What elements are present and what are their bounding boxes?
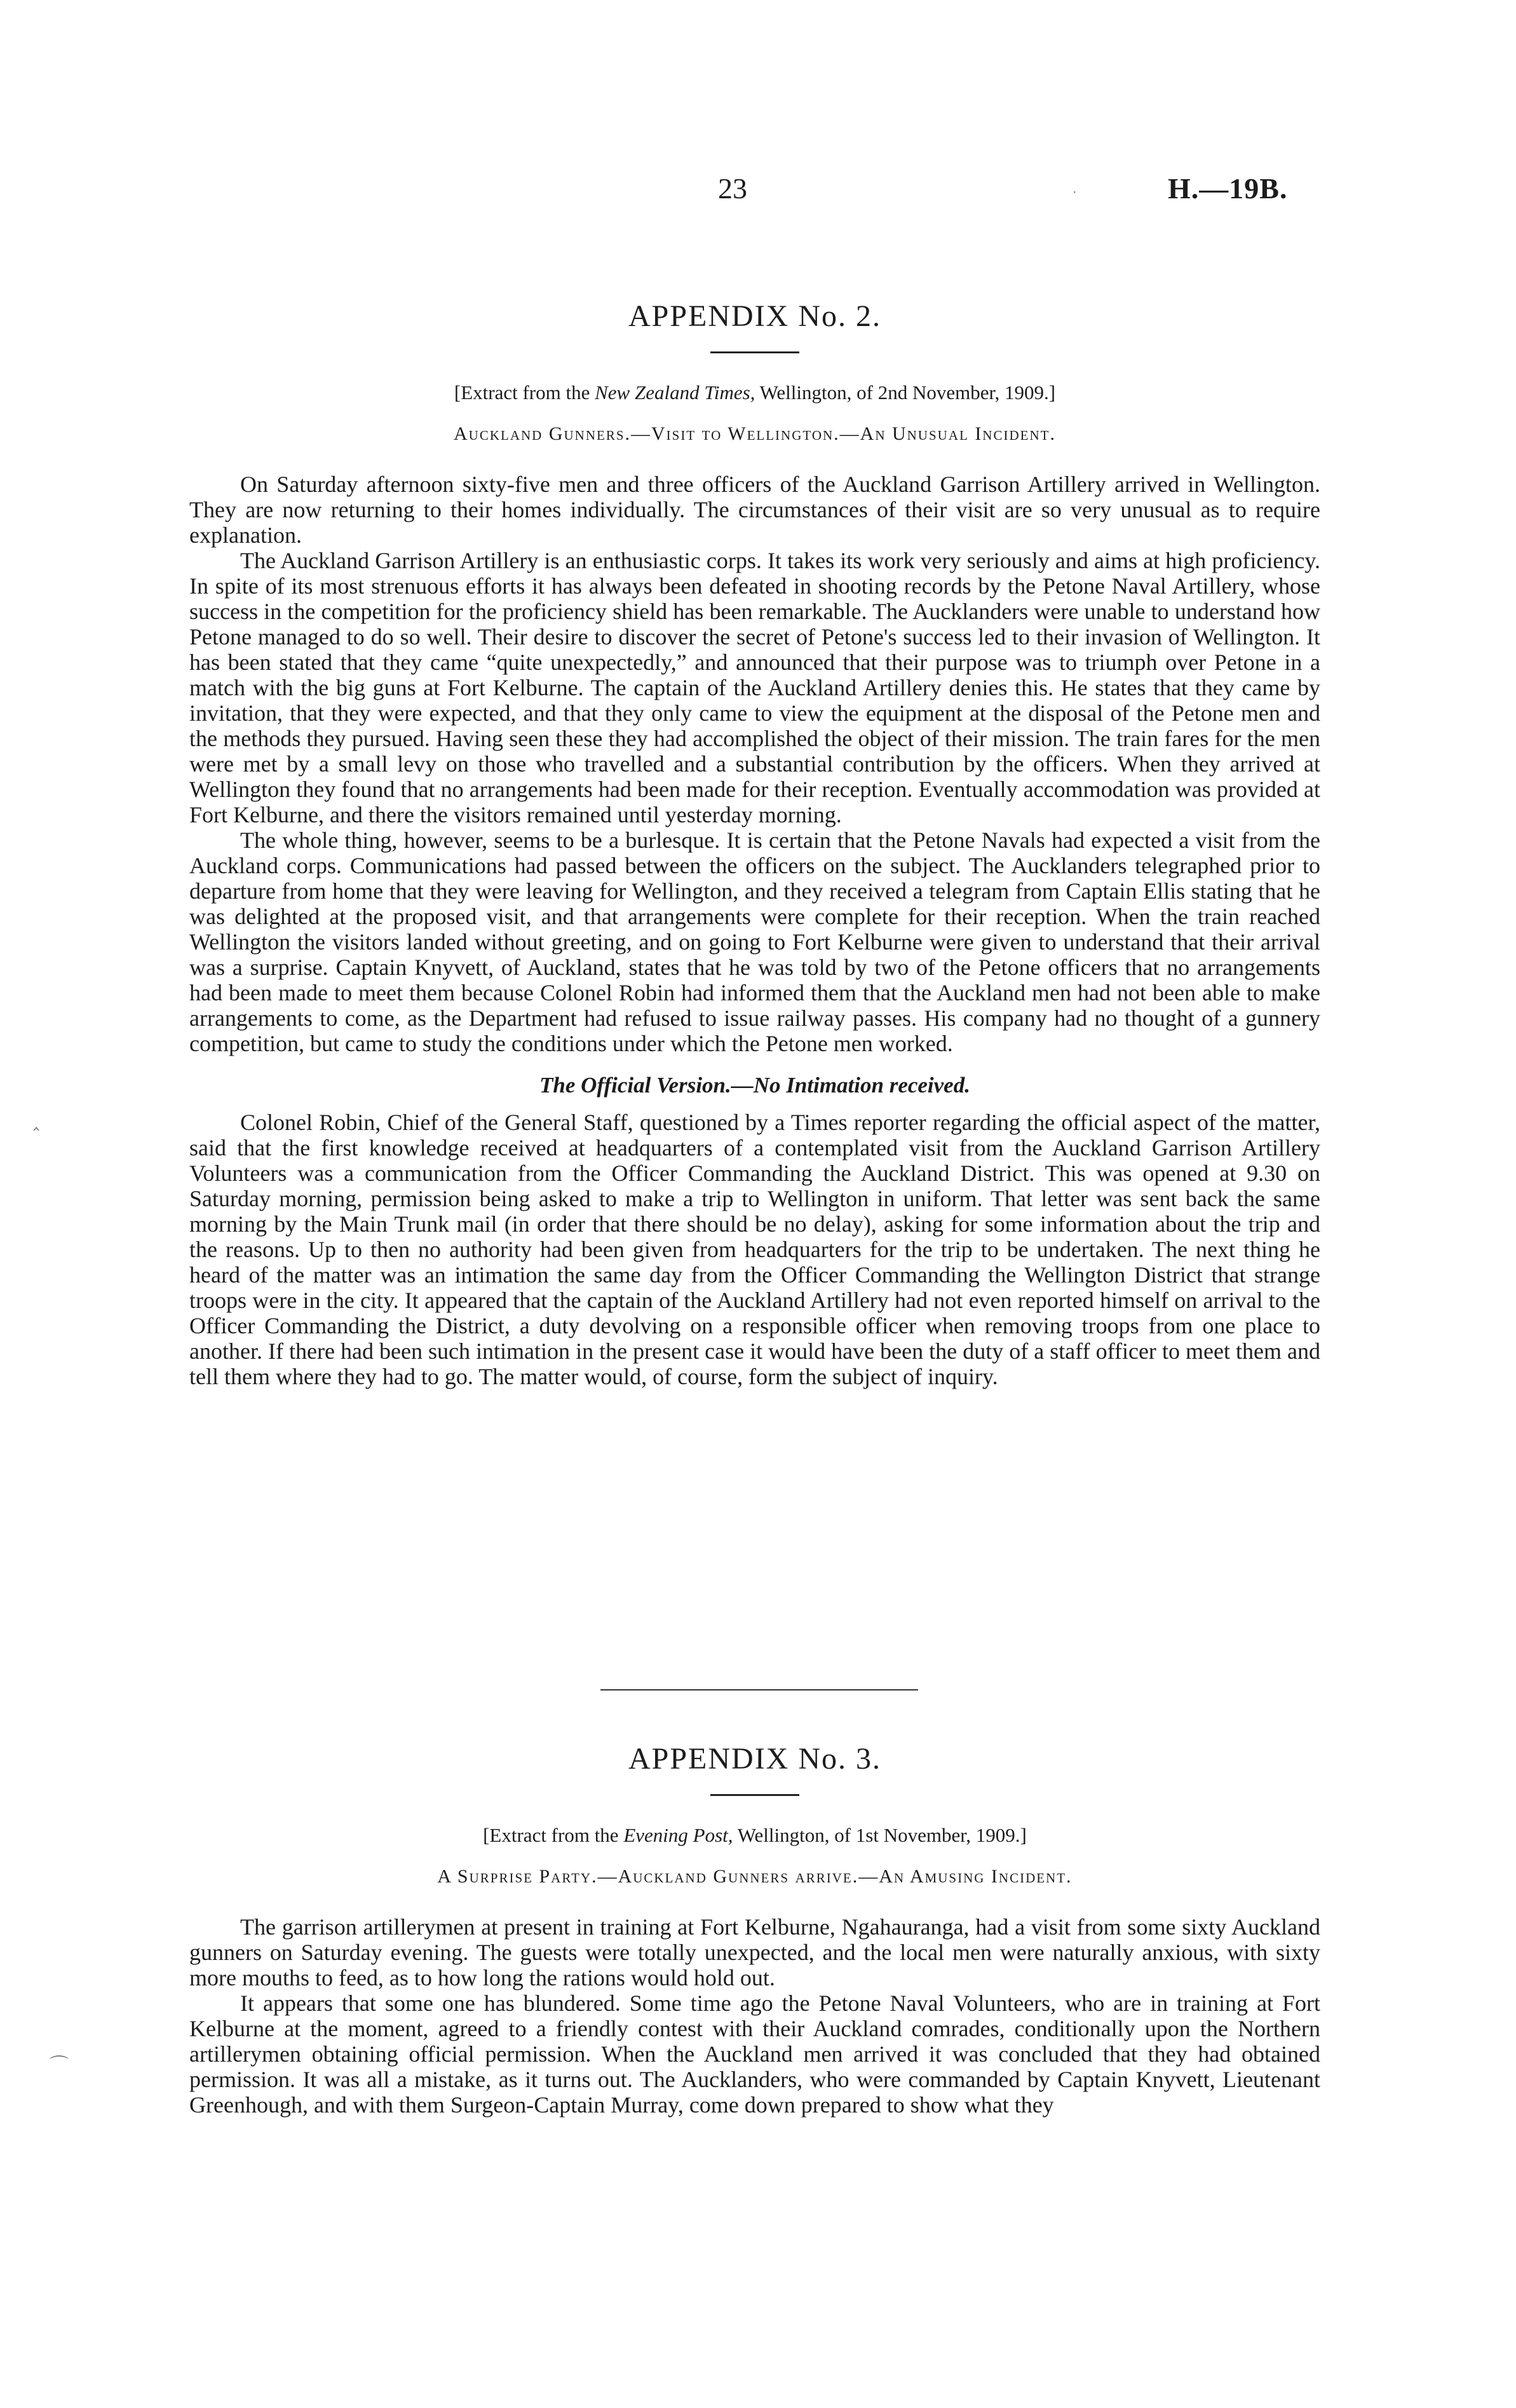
- appendix-3-paragraph-2: It appears that some one has blundered. Some time ago the Petone Naval Volunteers, who are in training at Fort Kelburne at the moment, agreed to a friendly contest with their Auckland comrades, conditionally upon the Northern artillerymen obtaining official permission. When the Auckland men arrived it was concluded that they had obtained permission. It was all a mistake, as it turns out. The Aucklanders, who were commanded by Captain Knyvett, Lieutenant Greenhough, and with them Surgeon-Captain Murray, come down prepared to show what they: [189, 1990, 1320, 2118]
- appendix-2-extract-line: [189, 381, 1320, 404]
- extract-suffix: Wellington, of 1st November, 1909.]: [733, 1824, 1027, 1846]
- appendix-2-body: [189, 472, 1320, 1389]
- extract-prefix: [Extract from the: [483, 1824, 624, 1846]
- appendix-3-title: APPENDIX No. 3.: [628, 1742, 881, 1776]
- appendix-3-extract-line: [189, 1824, 1320, 1847]
- extract-suffix: Wellington, of 2nd November, 1909.]: [755, 381, 1056, 404]
- appendix-2-paragraph-2: The Auckland Garrison Artillery is an enthusiastic corps. It takes its work very seriously and aims at high proficiency. In spite of its most strenuous efforts it has always been defeated in shooting records by the Petone Naval Artillery, whose success in the competition for the proficiency shield has been remarkable. The Aucklanders were unable to understand how Petone managed to do so well. Their desire to discover the secret of Petone's success led to their invasion of Wellington. It has been stated that they came “quite unexpectedly,” and announced that their purpose was to triumph over Petone in a match with the big guns at Fort Kelburne. The captain of the Auckland Artillery denies this. He states that they came by invitation, that they were expected, and that they only came to view the equipment at the disposal of the Petone men and the methods they pursued. Having seen these they had accomplished the object of their mission. The train fares for the men were met by a small levy on those who travelled and a substantial contribution by the officers. When they arrived at Wellington they found that no arrangements had been made for their reception. Eventually accommodation was provided at Fort Kelburne, and there the visitors remained until yesterday morning.: [189, 548, 1320, 827]
- appendix-2-paragraph-3: The whole thing, however, seems to be a burlesque. It is certain that the Petone Navals had expected a visit from the Auckland corps. Communications had passed between the officers on the subject. The Aucklanders telegraphed prior to departure from home that they were leaving for Wellington, and they received a telegram from Captain Ellis stating that he was delighted at the proposed visit, and that arrangements were complete for their reception. When the train reached Wellington the visitors landed without greeting, and on going to Fort Kelburne were given to understand that their arrival was a surprise. Captain Knyvett, of Auckland, states that he was told by two of the Petone officers that no arrangements had been made to meet them because Colonel Robin had informed them that the Auckland men had not been able to make arrangements to come, as the Department had refused to issue railway passes. His company had no thought of a gunnery competition, but came to study the conditions under which the Petone men worked.: [189, 827, 1320, 1056]
- official-version-paragraph: Colonel Robin, Chief of the General Staff, questioned by a Times reporter regarding the official aspect of the matter, said that the first knowledge received at headquarters of a contemplated visit from the Auckland Garrison Artillery Volunteers was a communication from the Officer Commanding the Auckland District. This was opened at 9.30 on Saturday morning, permission being asked to make a trip to Wellington in uniform. That letter was sent back the same morning by the Main Trunk mail (in order that there should be no delay), asking for some information about the trip and the reasons. Up to then no authority had been given from headquarters for the trip to be undertaken. The next thing he heard of the matter was an intimation the same day from the Officer Commanding the Wellington District that strange troops were in the city. It appeared that the captain of the Auckland Artillery had not even reported himself on arrival to the Officer Commanding the District, a duty devolving on a responsible officer when removing troops from one place to another. If there had been such intimation in the present case it would have been the duty of a staff officer to meet them and tell them where they had to go. The matter would, of course, form the subject of inquiry.: [189, 1110, 1320, 1389]
- appendix-3: [189, 1741, 1320, 2118]
- appendix-2-paragraph-1: On Saturday afternoon sixty-five men and three officers of the Auckland Garrison Artillery arrived in Wellington. They are now returning to their homes individually. The circumstances of their visit are so very unusual as to require explanation.: [189, 472, 1320, 548]
- page-number: 23: [718, 172, 747, 205]
- appendix-2-headline: Auckland Gunners.—Visit to Wellington.—An Unusual Incident.: [454, 423, 1056, 444]
- margin-mark: ⌒: [50, 2055, 69, 2076]
- appendix-2-title: APPENDIX No. 2.: [628, 299, 881, 333]
- appendix-3-headline: A Surprise Party.—Auckland Gunners arrive.—An Amusing Incident.: [437, 1866, 1073, 1887]
- stray-mark: ·: [1073, 186, 1077, 200]
- extract-source: Evening Post,: [623, 1824, 733, 1846]
- extract-source: New Zealand Times,: [595, 381, 755, 404]
- title-rule: [710, 1794, 799, 1796]
- section-divider: [600, 1689, 918, 1690]
- appendix-3-body: [189, 1914, 1320, 2118]
- extract-prefix: [Extract from the: [454, 381, 595, 404]
- official-version-heading: The Official Version.—No Intimation received.: [539, 1073, 970, 1098]
- page-header: [0, 172, 1516, 222]
- appendix-2: [189, 299, 1320, 1389]
- appendix-3-paragraph-1: The garrison artillerymen at present in training at Fort Kelburne, Ngahauranga, had a visit from some sixty Auckland gunners on Saturday evening. The guests were totally unexpected, and the local men were naturally anxious, with sixty more mouths to feed, as to how long the rations would hold out.: [189, 1914, 1320, 1990]
- title-rule: [710, 351, 799, 353]
- document-reference: H.—19B.: [1168, 172, 1288, 205]
- margin-mark: ‸: [33, 1110, 40, 1131]
